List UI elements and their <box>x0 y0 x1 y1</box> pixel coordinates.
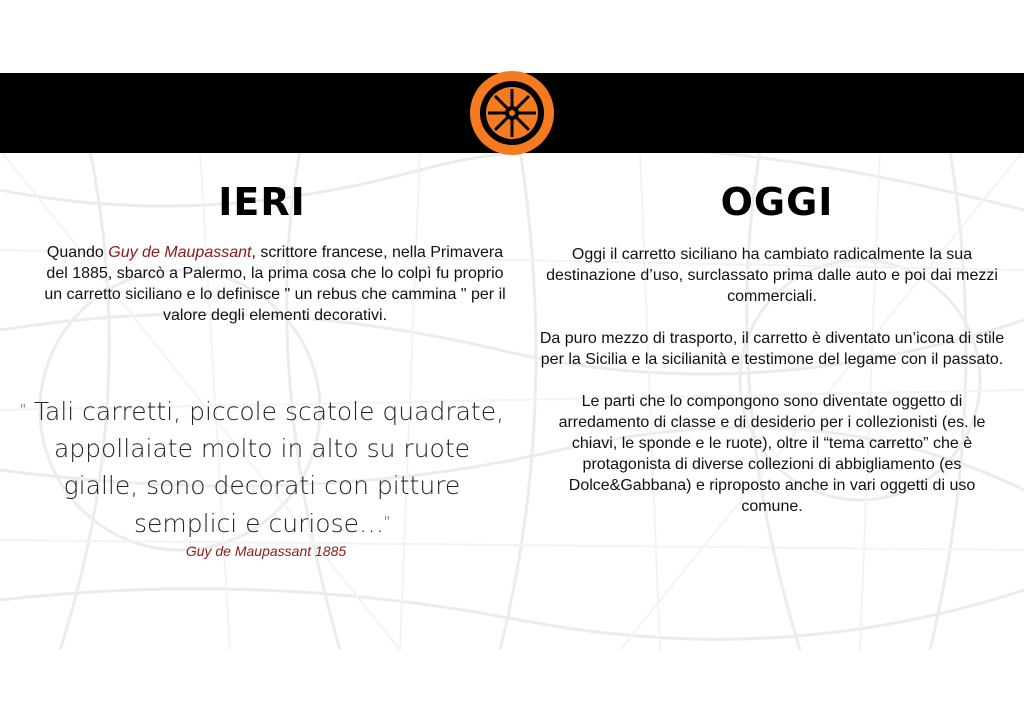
quote-close-mark: " <box>384 515 390 530</box>
oggi-text-column <box>538 244 1006 538</box>
heading-ieri: IERI <box>218 180 306 224</box>
intro-paragraph <box>40 242 510 326</box>
oggi-paragraph: Le parti che lo compongono sono diventate oggetto di arredamento di classe e di desiderio per i collezionisti (es. le chiavi, le sponde e le ruote), oltre il “tema carretto” che è protagonista di diverse collezioni di abbigliamento (es Dolce&Gabbana) e riproposto anche in vari oggetti di uso comune. <box>558 393 986 515</box>
cart-wheel-icon <box>468 69 556 157</box>
quote-open-mark: " <box>19 403 26 418</box>
quote-attribution: Guy de Maupassant 1885 <box>185 543 347 559</box>
intro-text-before: Quando <box>46 244 109 261</box>
oggi-paragraph: Da puro mezzo di trasporto, il carretto è diventato un’icona di stile per la Sicilia e la sicilianità e testimone del legame con il passato. <box>539 330 1005 368</box>
heading-oggi: OGGI <box>720 180 834 224</box>
oggi-paragraph: Oggi il carretto siciliano ha cambiato radicalmente la sua destinazione d’uso, surclassato prima dalle auto e poi dai mezzi commerciali. <box>546 246 998 305</box>
maupassant-quote <box>14 392 510 542</box>
quote-text: Tali carretti, piccole scatole quadrate, appollaiate molto in alto su ruote gialle, sono decorati con pitture semplici e curiose… <box>33 397 505 538</box>
intro-text-after: , scrittore francese, nella Primavera del 1885, sbarcò a Palermo, la prima cosa che lo colpì fu proprio un carretto siciliano e lo definisce " un rebus che cammina " per il valore degli elementi decorativi. <box>44 244 506 324</box>
author-name: Guy de Maupassant <box>108 244 252 261</box>
